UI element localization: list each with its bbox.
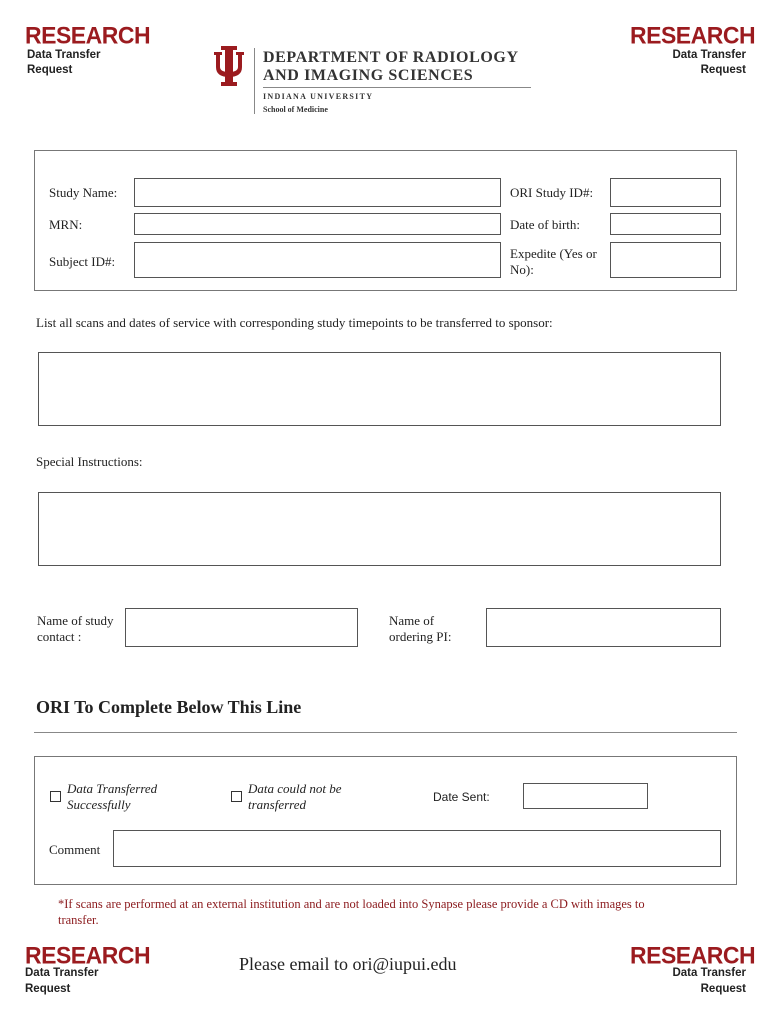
date-sent-field[interactable] [523, 783, 648, 809]
special-instructions-label: Special Instructions: [36, 454, 143, 469]
subtitle-bottom-left-line1: Data Transfer [25, 967, 99, 979]
dept-name-line2: AND IMAGING SCIENCES [263, 67, 474, 84]
research-title-bottom-left: RESEARCH [25, 941, 151, 969]
scans-textarea[interactable] [38, 352, 721, 426]
ordering-pi-label-line2: ordering PI: [389, 629, 452, 644]
transferred-label-line1: Data Transferred [67, 781, 158, 796]
transferred-label-line2: Successfully [67, 797, 131, 812]
mrn-field[interactable] [134, 213, 501, 235]
research-title-top-right: RESEARCH [630, 21, 756, 49]
research-title-bottom-right: RESEARCH [630, 941, 756, 969]
school-name: School of Medicine [263, 105, 328, 114]
ori-section-heading: ORI To Complete Below This Line [36, 697, 302, 717]
ori-study-id-field[interactable] [610, 178, 721, 207]
ori-section-divider [34, 732, 737, 733]
subtitle-bottom-left-line2: Request [25, 983, 71, 995]
external-scans-note-line1: *If scans are performed at an external institution and are not loaded into Synapse please provide a CD with images to [58, 897, 645, 911]
subtitle-top-right-line1: Data Transfer [672, 49, 746, 61]
special-instructions-textarea[interactable] [38, 492, 721, 566]
subtitle-top-left-line1: Data Transfer [27, 49, 101, 61]
study-contact-label-line1: Name of study [37, 613, 114, 628]
ordering-pi-field[interactable] [486, 608, 721, 647]
header-divider-vertical [254, 48, 255, 114]
subject-id-label: Subject ID#: [49, 254, 116, 269]
subtitle-top-right-line2: Request [700, 64, 746, 76]
scans-label: List all scans and dates of service with corresponding study timepoints to be transferred to sponsor: [36, 315, 553, 330]
expedite-label-line2: No): [510, 262, 534, 277]
subtitle-bottom-right-line1: Data Transfer [672, 967, 746, 979]
study-contact-field[interactable] [125, 608, 358, 647]
iu-trident-icon [212, 46, 246, 86]
research-title-top-left: RESEARCH [25, 21, 151, 49]
transferred-checkbox[interactable] [50, 791, 61, 802]
email-instruction: Please email to ori@iupui.edu [239, 954, 457, 974]
study-name-label: Study Name: [49, 185, 118, 200]
university-name: INDIANA UNIVERSITY [263, 92, 374, 101]
subtitle-top-left-line2: Request [27, 64, 73, 76]
mrn-label: MRN: [49, 217, 83, 232]
dob-field[interactable] [610, 213, 721, 235]
dept-name-line1: DEPARTMENT OF RADIOLOGY [263, 49, 519, 66]
expedite-field[interactable] [610, 242, 721, 278]
ordering-pi-label-line1: Name of [389, 613, 435, 628]
comment-label: Comment [49, 842, 101, 857]
dob-label: Date of birth: [510, 217, 581, 232]
subtitle-bottom-right-line2: Request [700, 983, 746, 995]
not-transferred-label-line2: transferred [248, 797, 307, 812]
external-scans-note-line2: transfer. [58, 913, 99, 927]
not-transferred-checkbox[interactable] [231, 791, 242, 802]
not-transferred-label-line1: Data could not be [248, 781, 342, 796]
expedite-label-line1: Expedite (Yes or [510, 246, 597, 261]
date-sent-label: Date Sent: [433, 790, 490, 804]
header-divider-horizontal [263, 87, 531, 88]
study-contact-label-line2: contact : [37, 629, 82, 644]
ori-study-id-label: ORI Study ID#: [510, 185, 594, 200]
subject-id-field[interactable] [134, 242, 501, 278]
comment-field[interactable] [113, 830, 721, 867]
study-name-field[interactable] [134, 178, 501, 207]
